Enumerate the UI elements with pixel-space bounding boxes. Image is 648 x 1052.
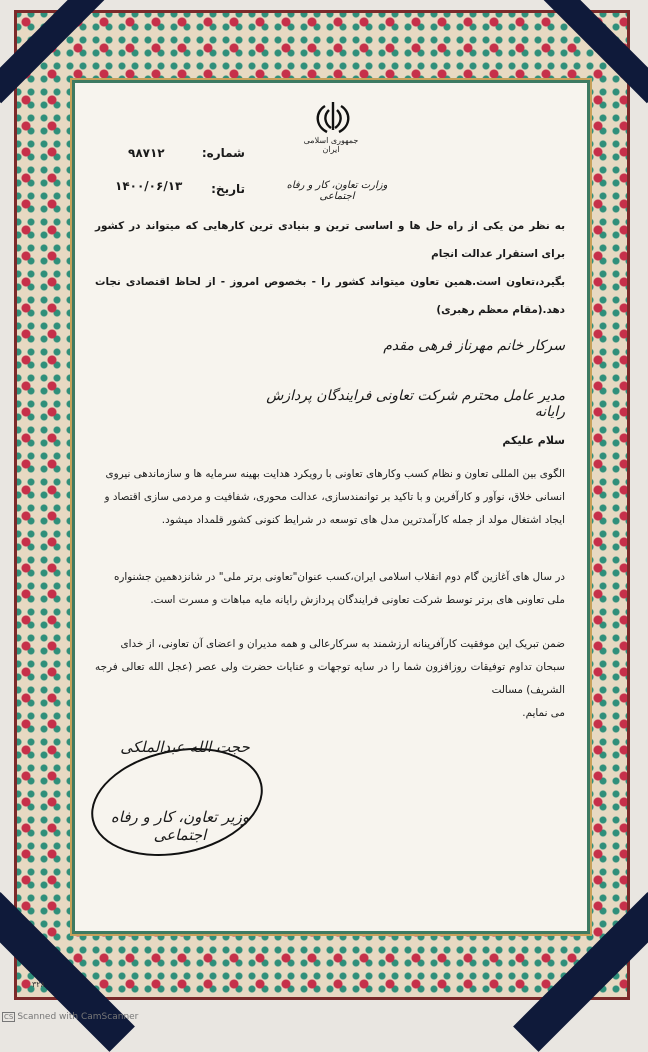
number-label: شماره: [201, 146, 245, 160]
quote-line-2: بگیرد،تعاون است.همین تعاون میتواند کشور را - بخصوص امروز - از لحاظ اقتصادی نجات دهد.(مقام معظم رهبری) [95, 276, 565, 316]
paragraph-2-line: در سال های آغازین گام دوم انقلاب اسلامی ایران،کسب عنوان"تعاونی برتر ملی" در شانزدهمین جشنواره [113, 571, 565, 583]
page-reference: ۳۲۸ [32, 980, 45, 989]
number-value: ۹۸۷۱۲ [128, 146, 165, 160]
paragraph-1-line: الگوی بین المللی تعاون و نظام کسب وکارهای تعاونی با رویکرد هدایت بهینه سرمایه ها و سازماندهی نیروی [105, 468, 565, 480]
ministry-name: وزارت تعاون، کار و رفاه اجتماعی [286, 180, 388, 202]
salutation: سلام علیکم [502, 434, 565, 447]
quote-line-1: به نظر من یکی از راه حل ها و اساسی ترین و بنیادی ترین کارهایی که میتواند در کشور برای استقرار عدالت انجام [95, 220, 565, 260]
paragraph-2 [95, 566, 565, 612]
leader-quote [95, 212, 565, 324]
scanner-text: Scanned with CamScanner [17, 1012, 139, 1022]
paragraph-3 [95, 633, 565, 725]
signatory-title: وزیر تعاون، کار و رفاه اجتماعی [110, 808, 250, 844]
recipient-name: سرکار خانم مهرناز فرهی مقدم [383, 338, 565, 354]
paragraph-1-line: ایجاد اشتغال مولد از جمله کارآمدترین مدل های توسعه در شرایط کنونی کشور قلمداد میشود. [161, 514, 565, 526]
recipient-title: مدیر عامل محترم شرکت تعاونی فرایندگان پردازش رایانه [266, 388, 565, 420]
paragraph-1-line: انسانی خلاق، نوآور و کارآفرین و با تاکید بر توانمندسازی، عدالت محوری، شفافیت و مردمی سازی اقتصاد و [104, 491, 565, 503]
date-label: تاریخ: [211, 182, 245, 196]
scanner-watermark [2, 1012, 138, 1022]
emblem-caption: جمهوری اسلامی ایران [303, 136, 359, 154]
signatory-name: حجت الله عبدالملکی [120, 738, 250, 756]
paragraph-2-line: ملی تعاونی های برتر توسط شرکت تعاونی فرایندگان پردازش رایانه مایه مباهات و مسرت است. [150, 594, 565, 606]
camscanner-logo: CS [4, 1013, 14, 1021]
date-value: ۱۴۰۰/۰۶/۱۳ [115, 179, 183, 193]
paragraph-3-line: سبحان تداوم توفیقات روزافزون شما را در سایه توجهات و عنایات حضرت ولی عصر (عجل الله تعالی فرجه الشریف) مسالت [95, 661, 565, 696]
paragraph-3-line: ضمن تبریک این موفقیت کارآفرینانه ارزشمند به سرکارعالی و همه مدیران و اعضای آن تعاونی، از خدای [120, 638, 565, 650]
paragraph-3-line: می نمایم. [522, 707, 565, 719]
paragraph-1 [95, 463, 565, 532]
